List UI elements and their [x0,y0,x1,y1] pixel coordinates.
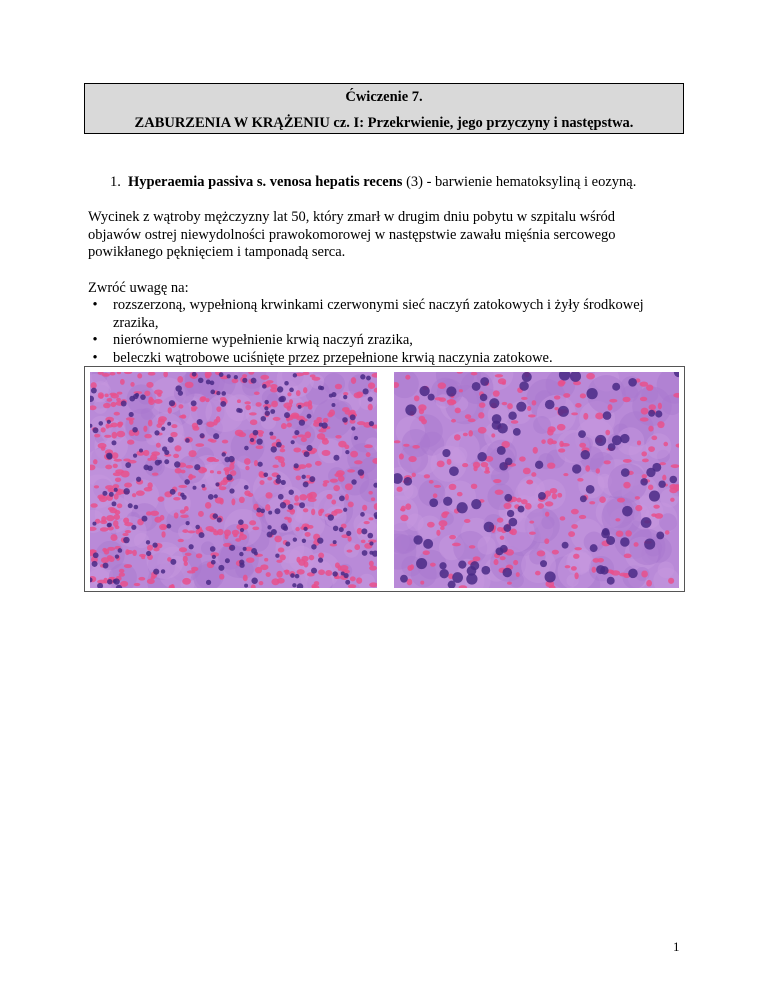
list-item [88,350,668,368]
item-title-rest: (3) - barwienie hematoksyliną i eozyną. [402,174,637,190]
bullet-icon: • [92,297,98,313]
exercise-subtitle: ZABURZENIA W KRĄŻENIU cz. I: Przekrwienie, jego przyczyny i następstwa. [134,115,634,131]
list-item-text: nierównomierne wypełnienie krwią naczyń zrazika, [113,332,413,348]
micrograph-figure [84,366,685,592]
item-title-bold: Hyperaemia passiva s. venosa hepatis recens [128,174,403,190]
header-box [84,83,684,134]
list-item-text: rozszerzoną, wypełnioną krwinkami czerwonymi sieć naczyń zatokowych i żyły środkowej zrazika, [113,297,644,331]
numbered-item-1 [110,174,680,192]
case-description: Wycinek z wątroby mężczyzny lat 50, który zmarł w drugim dniu pobytu w szpitalu wśród objawów ostrej niewydolności prawokomorowej w następstwie zawału mięśnia sercowego powikłanego pęknięciem i tamponadą serca. [88,209,616,260]
micrograph-high-magnification [394,372,679,588]
notice-heading: Zwróć uwagę na: [88,280,189,296]
item-text [110,174,680,192]
micrograph-left-image [90,372,377,588]
bullet-icon: • [92,349,98,366]
micrograph-low-magnification [90,372,377,588]
list-item [88,297,668,332]
item-number: 1. [110,174,121,190]
list-item [88,332,668,350]
notice-list [88,297,668,367]
bullet-icon: • [92,332,98,348]
page-number: 1 [673,939,680,954]
micrograph-right-image [394,372,679,588]
exercise-title: Ćwiczenie 7. [345,89,423,105]
list-item-text: beleczki wątrobowe uciśnięte przez przepełnione krwią naczynia zatokowe. [113,349,553,366]
